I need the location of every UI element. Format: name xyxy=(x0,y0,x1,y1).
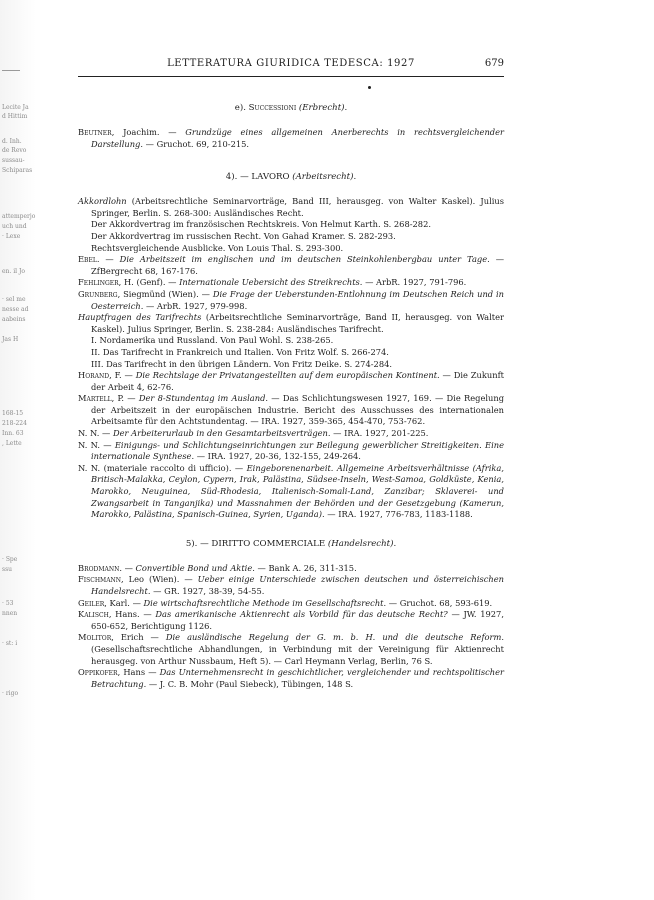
entry-author: Brodmann xyxy=(78,562,120,573)
entry-subitem: III. Das Tarifrecht in den übrigen Ländern. Von Fritz Deike. S. 274-284. xyxy=(91,358,393,369)
gutter-text: · Spe xyxy=(2,556,18,563)
entry-title: Die wirtschaftsrechtliche Methode im Gesellschaftsrecht. xyxy=(143,597,387,608)
gutter-text: Jas H xyxy=(2,336,19,343)
entry-author-details: , H. (Genf). — xyxy=(118,277,180,288)
section-number: e). xyxy=(234,103,246,113)
bibliography-entry xyxy=(78,428,504,440)
gutter-text: d Hittim xyxy=(2,113,28,120)
bibliography-entry xyxy=(78,609,504,632)
gutter-text: attemperjo xyxy=(2,213,36,220)
entry-author: Beutner xyxy=(78,127,112,137)
entry-subitem: Rechtsvergleichende Ausblicke. Von Louis Thal. S. 293-300. xyxy=(91,242,344,253)
bibliography-entry xyxy=(78,370,504,393)
entry-title: Hauptfragen des Tarifrechts xyxy=(78,312,202,323)
gutter-text: nnen xyxy=(2,610,18,617)
entry-author-details: , Joachim. — xyxy=(111,127,186,137)
bibliography-entry xyxy=(78,254,504,277)
section-heading xyxy=(78,539,504,549)
bibliography-entry xyxy=(78,289,504,312)
bibliography-entry xyxy=(78,393,504,428)
gutter-text: sussau- xyxy=(2,157,25,164)
section-title: — LAVORO xyxy=(240,172,290,183)
entry-source: — Gruchot. 68, 593-619. xyxy=(386,597,493,608)
section-title: Successioni xyxy=(248,103,297,113)
entry-author: Fischmann xyxy=(78,574,122,585)
gutter-text: aabeins xyxy=(2,316,26,323)
entry-author-details: , F. — xyxy=(109,370,136,381)
running-head xyxy=(78,58,504,77)
entry-author-details: , Hans. — xyxy=(108,609,156,620)
bibliography-entry xyxy=(78,277,504,289)
bibliography-entry xyxy=(78,312,504,335)
entry-author-details: , Leo (Wien). — xyxy=(121,574,198,585)
entry-source: — Das Schlichtungswesen 1927, 169. — Die Regelung der Arbeitszeit in der europäischen Industrie. Bericht des Ausschusses des internationalen Arbeitsamte für den Achtstundentag. — IRA. 1927, 359-365, 454-470, 753-762. xyxy=(91,393,505,427)
entry-author: Geiler xyxy=(78,597,105,608)
section-number: 4). xyxy=(225,172,238,183)
gutter-text: 168-15 xyxy=(2,410,24,417)
section-number: 5). xyxy=(185,538,198,549)
entry-author: Kalisch xyxy=(78,609,109,620)
entry-source: — GR. 1927, 38-39, 54-55. xyxy=(150,586,265,596)
entry-title: Internationale Uebersicht des Streikrechts. xyxy=(179,277,363,288)
gutter-text: Lecite Ja xyxy=(2,104,29,111)
entry-title: Convertible Bond und Aktie. xyxy=(135,562,255,573)
book-page xyxy=(78,58,504,690)
entry-title: Das amerikanische Aktienrecht als Vorbild für das deutsche Recht? xyxy=(155,609,448,620)
entry-title: Die Arbeitszeit im englischen und im deutschen Steinkohlenbergbau unter Tage. xyxy=(119,254,490,265)
entry-source: — ArbR. 1927, 979-998. xyxy=(143,300,248,311)
gutter-text: d. Inh. xyxy=(2,138,22,145)
entry-author: Grunberg xyxy=(78,288,118,299)
entry-source: — Gruchot. 69, 210-215. xyxy=(143,138,250,149)
entry-author: N. N. xyxy=(78,439,101,450)
gutter-text: · sel me xyxy=(2,296,26,303)
entry-title: Eingeborenenarbeit. Allgemeine Arbeitsverhältnisse (Afrika, Britisch-Malakka, Ceylon, Cypern, Irak, Palästina, Südsee-Inseln, West-Samoa, Goldküste, Kenia, Marokko, Neuguinea, Süd-Rhodesia, Italienisch-Somali-Land, Zanzibar; Sklaverei- und Zwangsarbeit in Tanganjika) und Massnahmen der Behörden und der Gesetzgebung (Kamerun, Marokko, Palästina, Spanisch-Guinea, Syrien, Uganda). xyxy=(91,462,504,520)
entry-source: (Arbeitsrechtliche Seminarvorträge, Band III, herausgeg. von Walter Kaskel). Julius Springer, Berlin. S. 268-300: Ausländisches Recht. xyxy=(91,196,504,218)
section-german-title: (Arbeitsrecht). xyxy=(292,172,357,183)
entry-title: Der 8-Stundentag im Ausland. xyxy=(138,393,269,404)
gutter-text: ssu xyxy=(2,566,13,573)
section-title: — DIRITTO COMMERCIALE xyxy=(200,538,326,549)
entry-author: N. N. xyxy=(78,462,101,473)
entry-source: — ArbR. 1927, 791-796. xyxy=(362,277,467,288)
entry-title: Der Arbeiterurlaub in den Gesamtarbeitsverträgen. xyxy=(112,428,331,439)
section-german-title: (Handelsrecht). xyxy=(327,538,397,549)
entry-author-details: — xyxy=(100,439,115,450)
bibliography-entry xyxy=(78,196,504,219)
bibliography-entry xyxy=(78,440,504,463)
entry-source: (Arbeitsrechtliche Seminarvorträge, Band II, herausgeg. von Walter Kaskel). Julius Springer, Berlin. S. 238-284: Ausländisches Tarifrecht. xyxy=(91,312,504,334)
entry-author-details: , Siegmünd (Wien). — xyxy=(117,288,213,299)
entry-author: Molitor xyxy=(78,632,112,643)
bibliography-entry xyxy=(78,127,504,150)
entry-source: — ZfBergrecht 68, 167-176. xyxy=(91,254,505,276)
running-title: LETTERATURA GIURIDICA TEDESCA: 1927 xyxy=(167,58,415,69)
section-german-title: (Erbrecht). xyxy=(298,103,348,113)
bleed-through-gutter xyxy=(0,0,36,900)
gutter-text: · rigo xyxy=(2,690,19,697)
entry-title: Grundzüge eines allgemeinen Anerberechts in rechtsvergleichender Darstellung. xyxy=(91,127,504,149)
entry-source: (Gesellschaftsrechtliche Abhandlungen, in Verbindung mit der Vereinigung für Aktienrecht herausgeg. von Arthur Nussbaum, Heft 5). — Carl Heymann Verlag, Berlin, 76 S. xyxy=(91,643,504,666)
bibliography-entry xyxy=(78,463,504,521)
entry-source: — JW. 1927, 650-652, Berichtigung 1126. xyxy=(91,609,504,631)
entry-source: — IRA. 1927, 776-783, 1183-1188. xyxy=(324,509,473,520)
entry-source: — Die Zukunft der Arbeit 4, 62-76. xyxy=(91,370,505,392)
entry-author-details: , P. — xyxy=(111,393,139,404)
entry-subitem: II. Das Tarifrecht in Frankreich und Italien. Von Fritz Wolf. S. 266-274. xyxy=(91,346,389,357)
section-heading xyxy=(78,103,504,113)
gutter-text: nesse ad xyxy=(2,306,29,313)
gutter-text: · st: i xyxy=(2,640,18,647)
entry-source: — IRA. 1927, 20-36, 132-155, 249-264. xyxy=(194,451,361,462)
entry-author: N. N. xyxy=(78,428,100,439)
entry-title: Die ausländische Regelung der G. m. b. H. und die deutsche Reform. xyxy=(165,632,505,643)
entry-author-details: . — xyxy=(96,254,120,265)
gutter-text: de Revo xyxy=(2,147,27,154)
entry-source: — IRA. 1927, 201-225. xyxy=(330,428,429,439)
bibliography-entry xyxy=(78,563,504,575)
ink-dot xyxy=(368,86,371,89)
entry-title: Akkordlohn xyxy=(78,196,127,207)
entry-author-details: . — xyxy=(119,562,136,573)
bibliography-entry xyxy=(78,598,504,610)
bibliography-entry xyxy=(78,632,504,667)
entry-author: Horand xyxy=(78,370,110,381)
page-number: 679 xyxy=(484,58,504,69)
gutter-text: · 53 xyxy=(2,600,14,607)
bibliography-entry xyxy=(78,667,504,690)
entry-author-details: (materiale raccolto di ufficio). — xyxy=(100,462,247,473)
gutter-text: 218-224 xyxy=(2,420,27,427)
entry-author: Martell xyxy=(78,393,112,404)
entry-source: — J. C. B. Mohr (Paul Siebeck), Tübingen, 148 S. xyxy=(146,678,354,689)
gutter-rule xyxy=(2,70,20,71)
entry-title: Die Rechtslage der Privatangestellten auf dem europäischen Kontinent. xyxy=(135,370,440,381)
bibliography-entry xyxy=(78,574,504,597)
entry-title: Einigungs- und Schlichtungseinrichtungen zur Beilegung gewerblicher Streitigkeiten. Eine internationale Synthese. xyxy=(91,439,505,462)
entry-author: Fehlinger xyxy=(78,277,119,288)
entry-subitem: I. Nordamerika und Russland. Von Paul Wohl. S. 238-265. xyxy=(91,335,334,346)
gutter-text: · Lexe xyxy=(2,233,21,240)
entry-subitem: Der Akkordvertrag im französischen Rechtskreis. Von Helmut Karth. S. 268-282. xyxy=(91,219,432,230)
gutter-text: Inn. 63 xyxy=(2,430,24,437)
gutter-text: Schiparas xyxy=(2,167,33,174)
entry-author: Oppikofer xyxy=(78,667,118,678)
entry-author-details: , Karl. — xyxy=(104,597,144,608)
gutter-text: en. il Jo xyxy=(2,268,25,275)
entry-author-details: — xyxy=(99,428,113,439)
gutter-text: uch und xyxy=(2,223,27,230)
entry-author-details: , Erich — xyxy=(111,632,166,643)
entry-source: — Bank A. 26, 311-315. xyxy=(254,562,357,573)
bibliography-body xyxy=(78,103,504,690)
entry-author: Ebel xyxy=(78,254,97,265)
entry-author-details: , Hans — xyxy=(117,667,160,678)
entry-title: Das Unternehmensrecht in geschichtlicher, vergleichender und rechtspolitischer Betrachtung. xyxy=(91,667,504,689)
gutter-text: , Lette xyxy=(2,440,22,447)
entry-title: Ueber einige Unterschiede zwischen deutschen und österreichischen Handelsrecht. xyxy=(91,574,504,596)
section-heading xyxy=(78,172,504,182)
entry-subitem: Der Akkordvertrag im russischen Recht. Von Gahad Kramer. S. 282-293. xyxy=(91,230,396,241)
entry-title: Die Frage der Ueberstunden-Entlohnung im Deutschen Reich und in Oesterreich. xyxy=(91,288,504,311)
